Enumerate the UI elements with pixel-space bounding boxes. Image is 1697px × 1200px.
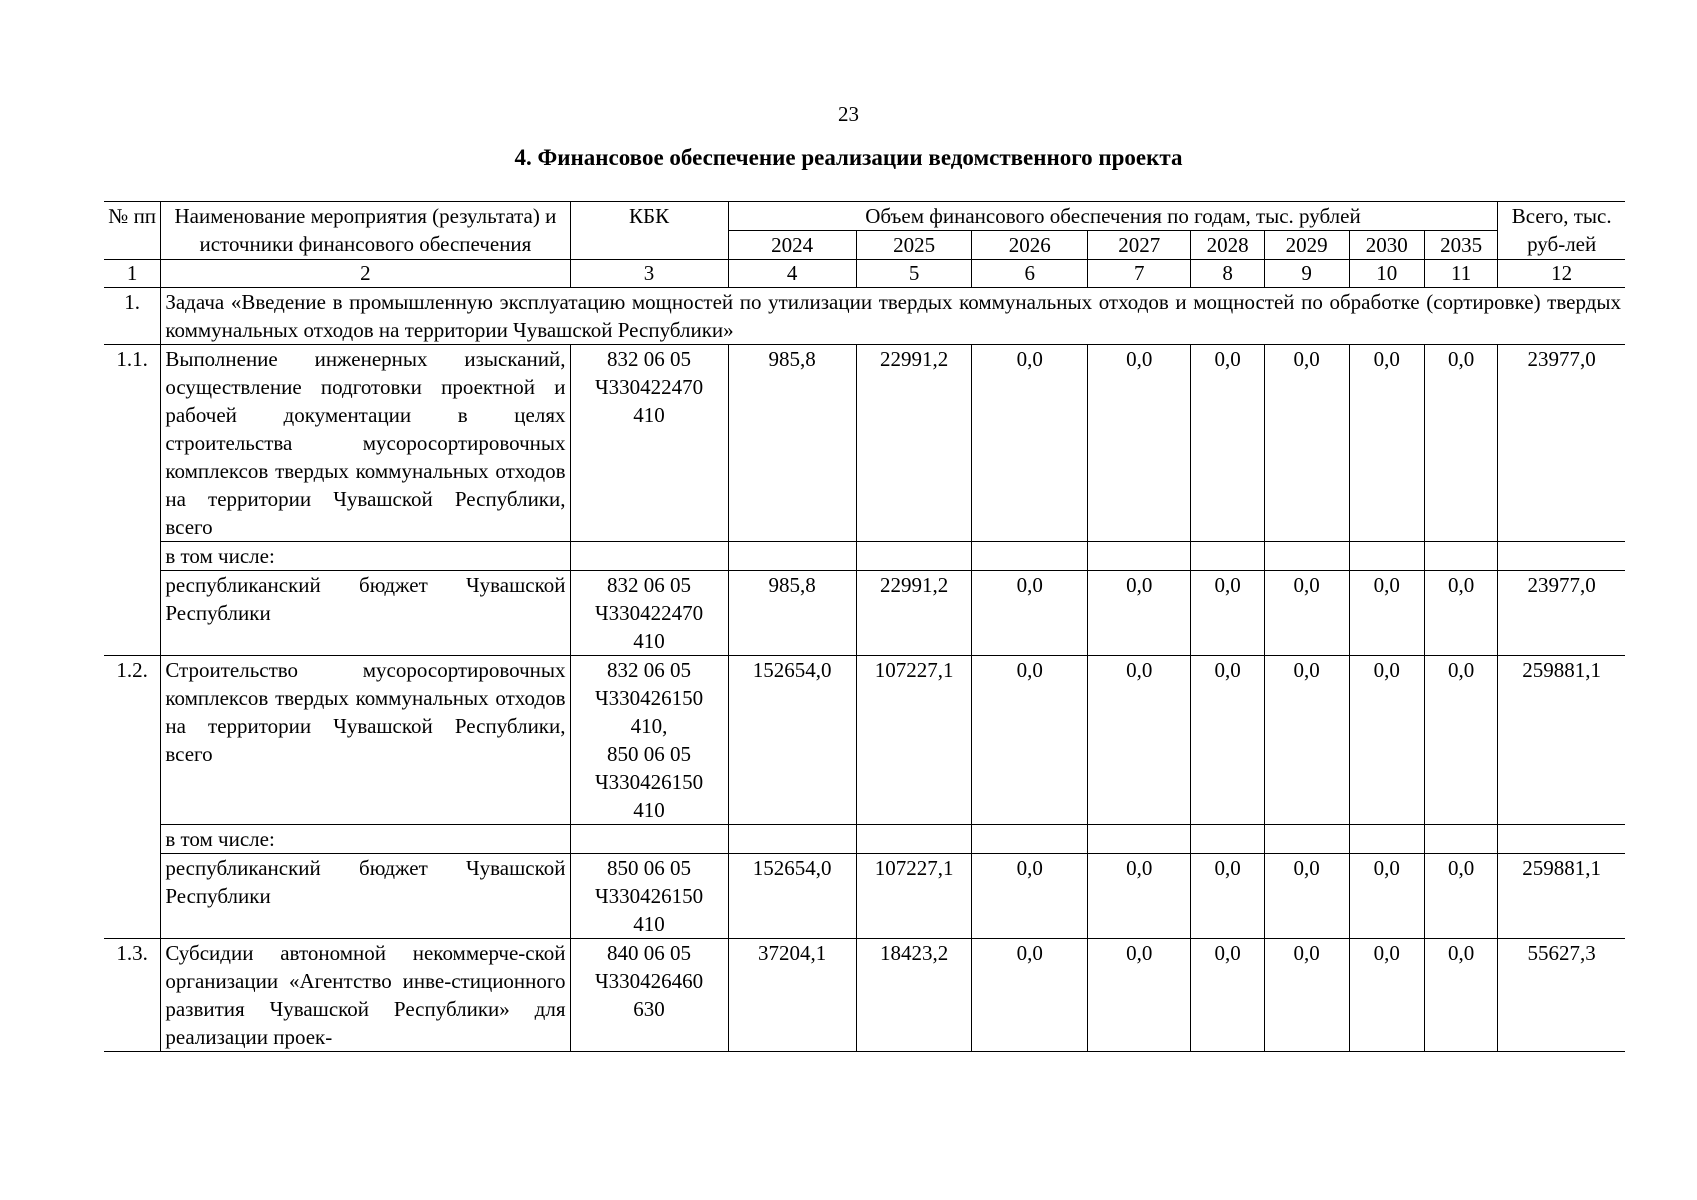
row-value: 0,0 [1088,345,1191,542]
including-row [104,542,1625,571]
task-num: 1. [104,288,161,345]
empty-cell [570,542,728,571]
column-number: 11 [1424,260,1497,288]
sub-value: 0,0 [1424,854,1497,939]
row-kbk: 832 06 05 Ч330422470 410 [570,345,728,542]
sub-name: республиканский бюджет Чувашской Республики [161,854,570,939]
row-total: 55627,3 [1498,939,1625,1052]
row-value: 0,0 [1264,939,1349,1052]
row-value: 0,0 [1424,939,1497,1052]
empty-cell [1264,542,1349,571]
header-year: 2027 [1088,231,1191,260]
empty-cell [1088,825,1191,854]
empty-cell [570,825,728,854]
sub-value: 0,0 [1191,854,1264,939]
empty-cell [1498,825,1625,854]
row-total: 259881,1 [1498,656,1625,825]
sub-value: 22991,2 [856,571,972,656]
header-year: 2025 [856,231,972,260]
row-value: 152654,0 [728,656,856,825]
row-value: 0,0 [1264,345,1349,542]
row-value: 985,8 [728,345,856,542]
sub-value: 0,0 [972,854,1088,939]
task-text: Задача «Введение в промышленную эксплуатацию мощностей по утилизации твердых коммунальных отходов и мощностей по обработке (сортировке) твердых коммунальных отходов на территории Чувашской Республики» [161,288,1625,345]
header-num: № пп [104,202,161,260]
row-num: 1.1. [104,345,161,656]
row-value: 0,0 [972,345,1088,542]
sub-value: 0,0 [1264,854,1349,939]
row-num: 1.3. [104,939,161,1052]
empty-cell [728,542,856,571]
financing-table [104,201,1625,1052]
column-numbers-row [104,260,1625,288]
header-volume: Объем финансового обеспечения по годам, тыс. рублей [728,202,1498,231]
header-year: 2035 [1424,231,1497,260]
sub-kbk: 832 06 05 Ч330422470 410 [570,571,728,656]
row-value: 18423,2 [856,939,972,1052]
sub-total: 23977,0 [1498,571,1625,656]
sub-value: 0,0 [1349,854,1424,939]
including-label: в том числе: [161,542,570,571]
empty-cell [728,825,856,854]
column-number: 12 [1498,260,1625,288]
row-kbk: 832 06 05 Ч330426150 410, 850 06 05 Ч330426150 410 [570,656,728,825]
row-value: 0,0 [1349,345,1424,542]
column-number: 4 [728,260,856,288]
sub-value: 0,0 [1088,854,1191,939]
column-number: 2 [161,260,570,288]
header-year: 2028 [1191,231,1264,260]
row-value: 0,0 [1191,656,1264,825]
row-value: 0,0 [1191,345,1264,542]
empty-cell [1088,542,1191,571]
page-title: 4. Финансовое обеспечение реализации ведомственного проекта [514,145,1183,170]
empty-cell [1191,825,1264,854]
sub-value: 152654,0 [728,854,856,939]
column-number: 3 [570,260,728,288]
row-value: 0,0 [1424,656,1497,825]
header-total: Всего, тыс. руб-лей [1498,202,1625,260]
empty-cell [972,825,1088,854]
row-value: 0,0 [972,939,1088,1052]
sub-row [104,571,1625,656]
sub-value: 0,0 [1424,571,1497,656]
row-value: 0,0 [972,656,1088,825]
row-value: 0,0 [1191,939,1264,1052]
empty-cell [1424,542,1497,571]
empty-cell [1349,542,1424,571]
column-number: 8 [1191,260,1264,288]
sub-value: 0,0 [1191,571,1264,656]
empty-cell [1264,825,1349,854]
row-value: 107227,1 [856,656,972,825]
column-number: 5 [856,260,972,288]
header-year: 2029 [1264,231,1349,260]
empty-cell [1424,825,1497,854]
sub-value: 107227,1 [856,854,972,939]
row-value: 37204,1 [728,939,856,1052]
header-row [104,202,1625,231]
sub-value: 0,0 [972,571,1088,656]
row-value: 0,0 [1349,939,1424,1052]
column-number: 6 [972,260,1088,288]
empty-cell [856,542,972,571]
header-kbk: КБК [570,202,728,260]
row-value: 22991,2 [856,345,972,542]
sub-total: 259881,1 [1498,854,1625,939]
empty-cell [972,542,1088,571]
sub-value: 0,0 [1088,571,1191,656]
row-name: Субсидии автономной некоммерче-ской организации «Агентство инве-стиционного развития Чувашской Республики» для реализации проек- [161,939,570,1052]
row-value: 0,0 [1424,345,1497,542]
table-row [104,939,1625,1052]
row-value: 0,0 [1349,656,1424,825]
sub-name: республиканский бюджет Чувашской Республики [161,571,570,656]
empty-cell [856,825,972,854]
sub-value: 0,0 [1349,571,1424,656]
empty-cell [1191,542,1264,571]
column-number: 1 [104,260,161,288]
page-number: 23 [838,102,859,126]
row-value: 0,0 [1088,939,1191,1052]
row-num: 1.2. [104,656,161,939]
header-year: 2024 [728,231,856,260]
sub-value: 985,8 [728,571,856,656]
sub-kbk: 850 06 05 Ч330426150 410 [570,854,728,939]
column-number: 10 [1349,260,1424,288]
task-row [104,288,1625,345]
empty-cell [1498,542,1625,571]
header-year: 2030 [1349,231,1424,260]
table-row [104,345,1625,542]
row-name: Строительство мусоросортировочных комплексов твердых коммунальных отходов на территории Чувашской Республики, всего [161,656,570,825]
table-row [104,656,1625,825]
column-number: 7 [1088,260,1191,288]
header-name: Наименование мероприятия (результата) и источники финансового обеспечения [161,202,570,260]
row-kbk: 840 06 05 Ч330426460 630 [570,939,728,1052]
header-year: 2026 [972,231,1088,260]
including-label: в том числе: [161,825,570,854]
sub-value: 0,0 [1264,571,1349,656]
row-name: Выполнение инженерных изысканий, осуществление подготовки проектной и рабочей документации в целях строительства мусоросортировочных комплексов твердых коммунальных отходов на территории Чувашской Республики, всего [161,345,570,542]
sub-row [104,854,1625,939]
row-value: 0,0 [1088,656,1191,825]
column-number: 9 [1264,260,1349,288]
empty-cell [1349,825,1424,854]
row-total: 23977,0 [1498,345,1625,542]
row-value: 0,0 [1264,656,1349,825]
including-row [104,825,1625,854]
